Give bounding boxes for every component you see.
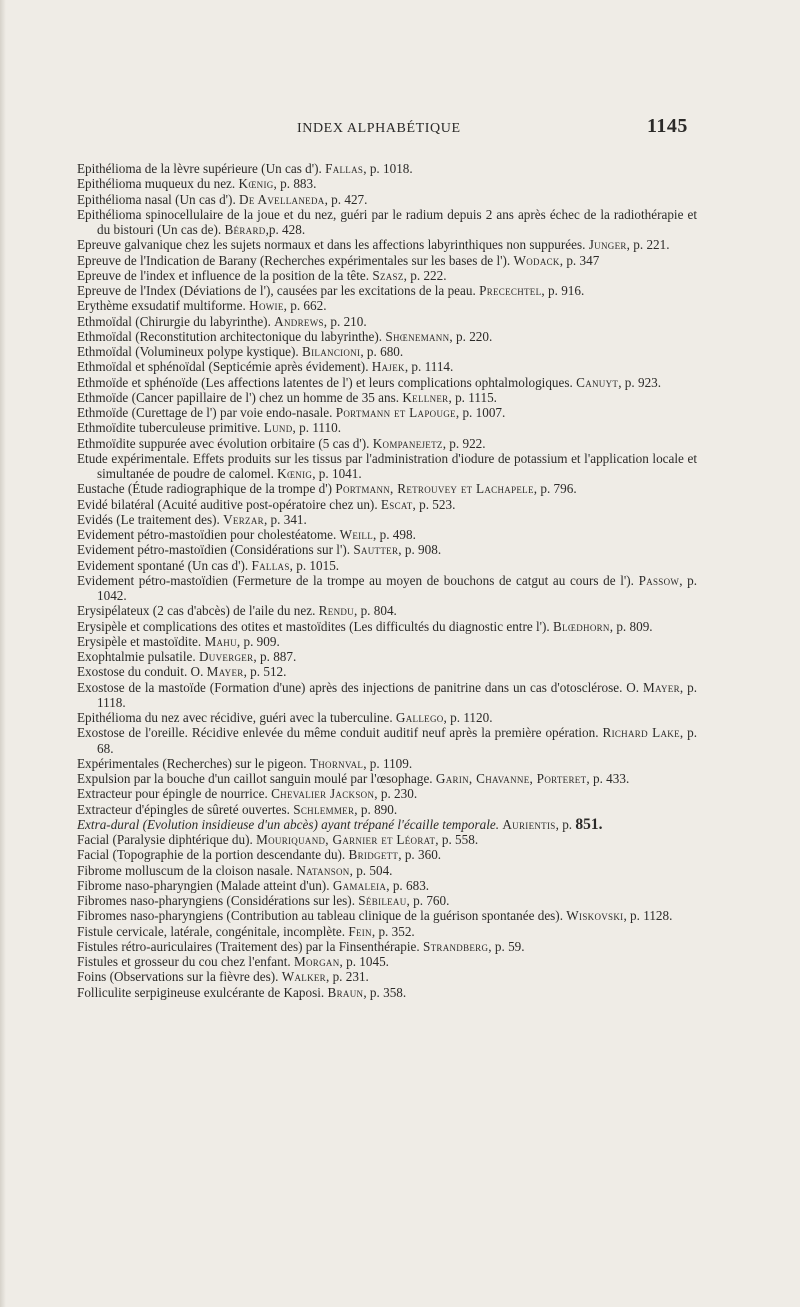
entry-subject: Epreuve galvanique chez les sujets normaux et dans les affections labyrinthiques non suppurées. <box>77 237 589 253</box>
entry-author: Bridgett <box>348 847 399 863</box>
entry-subject: Fistule cervicale, latérale, congénitale, incomplète. <box>77 923 349 939</box>
index-entry <box>77 832 697 847</box>
entry-page-ref: , p. 1110. <box>292 420 342 436</box>
entry-author: Wiskovski <box>566 908 624 924</box>
entry-author: Schlemmer <box>293 801 355 817</box>
entry-subject: Folliculite serpigineuse exulcérante de Kaposi. <box>77 984 328 1000</box>
entry-author: Fallas <box>325 161 364 176</box>
index-entry <box>77 893 697 908</box>
entry-page-ref: , p. 341. <box>263 511 307 527</box>
entry-page-ref: , p. 358. <box>363 984 407 1000</box>
index-entry <box>77 969 697 984</box>
entry-subject: Fibrome molluscum de la cloison nasale. <box>77 862 297 878</box>
entry-subject: Evidement spontané (Un cas d'). <box>77 557 252 573</box>
entry-author: Gamaleia <box>332 877 387 893</box>
index-entry <box>77 344 697 359</box>
entry-author: Mahu <box>204 633 237 649</box>
entry-author: Bérard <box>224 222 266 237</box>
entry-subject: Facial (Topographie de la portion descendante du). <box>77 847 349 863</box>
index-entry <box>77 420 697 435</box>
index-entry <box>77 908 697 923</box>
index-entry <box>77 161 697 176</box>
index-entry <box>77 176 697 191</box>
entry-page-ref: , p. 230. <box>374 786 418 802</box>
index-entry <box>77 192 697 207</box>
entry-author: Wodack <box>513 252 560 268</box>
index-entry <box>77 924 697 939</box>
entry-author: De Avellaneda <box>239 191 325 207</box>
entry-subject: Expulsion par la bouche d'un caillot sanguin moulé par l'œsophage. <box>77 771 436 786</box>
entry-page-ref: , p. 1007. <box>455 405 506 420</box>
entry-author: Aurientis <box>502 816 556 832</box>
entry-author: Walker <box>281 969 326 985</box>
index-entry <box>77 497 697 512</box>
entry-page-ref: , p. 1128. <box>623 908 673 924</box>
entry-subject: Eustache (Étude radiographique de la trompe d') <box>77 481 336 497</box>
entry-page-ref: , p. 908. <box>398 542 442 558</box>
entry-page-ref: , p. 512. <box>243 664 287 680</box>
entry-author: Escat <box>380 496 413 512</box>
entry-author: Sautter <box>353 542 399 558</box>
entry-subject: Epithélioma nasal (Un cas d'). <box>77 191 240 207</box>
entry-page-ref: , p. 210. <box>323 313 367 329</box>
entry-subject: Epithélioma du nez avec récidive, guéri avec la tuberculine. <box>77 710 396 725</box>
page-header <box>0 112 800 152</box>
entry-page-ref: , p. 909. <box>236 633 280 649</box>
entry-page-ref: , p. 1041. <box>312 466 362 481</box>
entry-subject: Epreuve de l'Indication de Barany (Recherches expérimentales sur les bases de l'). <box>77 252 514 268</box>
entry-page-ref: ,p. 428. <box>265 222 306 237</box>
entry-page-ref: , p. 804. <box>353 603 397 619</box>
entry-author: Canuyt <box>576 374 619 390</box>
entry-subject: Ethmoïde et sphénoïde (Les affections latentes de l') et leurs complications ophtalmologiques. <box>77 374 577 390</box>
entry-author: Gallego <box>395 710 444 725</box>
entry-subject: Fibromes naso-pharyngiens (Contribution au tableau clinique de la guérison spontanée des). <box>77 908 567 924</box>
index-entry <box>77 298 697 313</box>
index-entry <box>77 390 697 405</box>
entry-author: Lund <box>263 420 293 436</box>
entry-subject: Foins (Observations sur la fièvre des). <box>77 969 282 985</box>
index-entry <box>77 985 697 1000</box>
index-entry <box>77 283 697 298</box>
index-entry <box>77 253 697 268</box>
index-entry <box>77 481 697 496</box>
entry-author: Portmann et Lapouge <box>335 405 456 420</box>
entry-page-ref: , p. 680. <box>360 344 404 359</box>
entry-author: Rendu <box>318 603 354 619</box>
index-entry <box>77 573 697 604</box>
entry-page-ref: , p. 220. <box>449 328 493 344</box>
index-entry <box>77 207 697 238</box>
entry-page-ref: , p. 922. <box>442 435 486 451</box>
entry-subject: Evidé bilatéral (Acuité auditive post-opératoire chez un). <box>77 496 381 512</box>
index-entry <box>77 268 697 283</box>
entry-subject: Evidés (Le traitement des). <box>77 511 224 527</box>
entry-author: Kompanejetz <box>372 435 443 451</box>
index-entry <box>77 314 697 329</box>
index-entry <box>77 771 697 786</box>
index-entry <box>77 451 697 482</box>
entry-subject: Evidement pétro-mastoïdien pour cholestéatome. <box>77 527 340 542</box>
entry-page-ref: , p. 923. <box>618 374 662 390</box>
index-entry <box>77 710 697 725</box>
entry-author: Precechtel <box>479 283 542 298</box>
index-entries <box>77 161 697 1000</box>
entry-page-ref: , p. 427. <box>324 191 368 207</box>
entry-author: Portmann, Retrouvey et Lachapele <box>335 481 534 497</box>
index-entry <box>77 680 697 711</box>
entry-subject: Ethmoïdal et sphénoïdal (Septicémie après évidement). <box>77 359 372 375</box>
entry-subject: Evidement pétro-mastoïdien (Considérations sur l'). <box>77 542 354 558</box>
entry-page-ref: , p. 887. <box>253 649 297 664</box>
entry-page-ref: , p. 760. <box>406 893 450 908</box>
entry-page-ref: , p. 504. <box>349 862 393 878</box>
entry-subject: Ethmoïde (Curettage de l') par voie endo-nasale. <box>77 405 336 420</box>
entry-subject: Extracteur d'épingles de sûreté ouvertes. <box>77 801 294 817</box>
entry-author: Sébileau <box>358 893 407 908</box>
index-entry <box>77 405 697 420</box>
entry-subject: Extracteur pour épingle de nourrice. <box>77 786 272 802</box>
entry-page-number: 851. <box>575 815 603 833</box>
entry-subject: Etude expérimentale. Effets produits sur les tissus par l'administration d'iodure de potassium et l'application locale et simultanée de poudre de calomel. <box>77 450 697 481</box>
entry-page-ref: , p. <box>555 816 576 832</box>
page-edge <box>0 0 6 1307</box>
entry-author: Mayer <box>206 664 244 680</box>
entry-author: Junger <box>588 237 627 253</box>
entry-subject: Erysipèle et complications des otites et mastoïdites (Les difficultés du diagnostic entre l'). <box>77 618 554 634</box>
entry-author: Fallas <box>251 557 290 573</box>
entry-author: Natanson <box>296 862 350 878</box>
entry-subject: Fibrome naso-pharyngien (Malade atteint d'un). <box>77 877 333 893</box>
entry-subject: Extra-dural (Evolution insidieuse d'un abcès) ayant trépané l'écaille temporale. <box>77 816 503 832</box>
index-entry <box>77 878 697 893</box>
entry-subject: Epreuve de l'Index (Déviations de l'), causées par les excitations de la peau. <box>77 283 480 298</box>
entry-author: Andrews <box>274 313 324 329</box>
entry-subject: Facial (Paralysie diphtérique du). <box>77 832 257 847</box>
entry-subject: Ethmoïdal (Volumineux polype kystique). <box>77 344 303 359</box>
entry-subject: Fibromes naso-pharyngiens (Considérations sur les). <box>77 893 359 908</box>
index-entry <box>77 649 697 664</box>
index-entry <box>77 863 697 878</box>
entry-author: Fein <box>348 923 372 939</box>
entry-page-ref: , p. 1114. <box>404 359 454 375</box>
entry-page-ref: , p. 662. <box>283 298 327 314</box>
entry-subject: Erysipélateux (2 cas d'abcès) de l'aile du nez. <box>77 603 319 619</box>
entry-page-ref: , p. 523. <box>412 496 456 512</box>
index-entry <box>77 847 697 862</box>
entry-page-ref: , p. 231. <box>325 969 369 985</box>
entry-author: Garin, Chavanne, Porteret <box>435 771 587 786</box>
entry-page-ref: , p. 558. <box>435 832 479 847</box>
entry-page-ref: , p. 221. <box>626 237 670 253</box>
index-entry <box>77 939 697 954</box>
entry-subject: Fistules rétro-auriculaires (Traitement des) par la Finsenthérapie. <box>77 938 423 954</box>
entry-page-ref: , p. 1109. <box>363 755 413 771</box>
entry-author: Passow <box>638 572 680 588</box>
entry-subject: Erythème exsudatif multiforme. <box>77 298 250 314</box>
entry-page-ref: , p. 352. <box>371 923 415 939</box>
entry-page-ref: , p. 890. <box>354 801 398 817</box>
entry-page-ref: , p. 1120. <box>443 710 493 725</box>
entry-page-ref: , p. 222. <box>403 267 447 283</box>
entry-page-ref: , p. 1118. <box>97 679 697 710</box>
entry-page-ref: , p. 498. <box>373 527 416 542</box>
entry-page-ref: , p. 916. <box>541 283 585 298</box>
entry-author: Shœnemann <box>385 328 450 344</box>
entry-page-ref: , p. 796. <box>533 481 577 497</box>
entry-page-ref: , p. 1045. <box>339 954 389 969</box>
entry-page-ref: , p. 883. <box>273 176 317 192</box>
entry-author: Chevalier Jackson <box>271 786 375 802</box>
index-entry <box>77 527 697 542</box>
entry-author: Braun <box>327 984 364 1000</box>
index-entry <box>77 756 697 771</box>
entry-page-ref: , p. 809. <box>609 618 653 634</box>
entry-author: Strandberg <box>422 938 489 954</box>
index-entry <box>77 664 697 679</box>
entry-author: Weill <box>339 527 374 542</box>
entry-page-ref: , p. 68. <box>97 725 698 756</box>
index-entry <box>77 786 697 801</box>
entry-subject: Ethmoïdite suppurée avec évolution orbitaire (5 cas d'). <box>77 435 373 451</box>
entry-author: Kœnig <box>277 466 313 481</box>
entry-page-ref: , p. 360. <box>398 847 442 863</box>
entry-author: Mouriquand, Garnier et Léorat <box>256 832 436 847</box>
entry-author: Richard Lake <box>602 725 680 741</box>
entry-author: Szasz <box>372 267 404 283</box>
entry-subject: Erysipèle et mastoïdite. <box>77 633 205 649</box>
entry-page-ref: , p. 1015. <box>289 557 340 573</box>
entry-subject: Exophtalmie pulsatile. <box>77 649 199 664</box>
index-entry <box>77 634 697 649</box>
entry-page-ref: , p. 433. <box>586 771 630 786</box>
entry-author: Howie <box>249 298 284 314</box>
entry-author: Duverger <box>198 649 254 664</box>
index-entry <box>77 603 697 618</box>
entry-subject: Evidement pétro-mastoïdien (Fermeture de la trompe au moyen de bouchons de catgut au cours de l'). <box>77 572 639 588</box>
entry-subject: Epithélioma muqueux du nez. <box>77 176 239 192</box>
entry-subject: Ethmoïde (Cancer papillaire de l') chez un homme de 35 ans. <box>77 389 403 405</box>
index-entry <box>77 802 697 817</box>
entry-author: Kellner <box>402 389 449 405</box>
entry-subject: Epreuve de l'index et influence de la position de la tête. <box>77 267 373 283</box>
entry-author: Hajek <box>371 359 405 375</box>
index-entry <box>77 817 697 832</box>
index-entry <box>77 542 697 557</box>
entry-author: Blœdhorn <box>553 618 610 634</box>
entry-subject: Ethmoïdal (Reconstitution architectonique du labyrinthe). <box>77 328 386 344</box>
entry-author: Kœnig <box>238 176 274 192</box>
index-entry <box>77 619 697 634</box>
index-entry <box>77 359 697 374</box>
entry-subject: Epithélioma de la lèvre supérieure (Un cas d'). <box>77 161 326 176</box>
entry-author: Thornval <box>309 755 364 771</box>
entry-page-ref: , p. 683. <box>386 877 430 893</box>
entry-subject: Expérimentales (Recherches) sur le pigeon. <box>77 755 310 771</box>
entry-subject: Epithélioma spinocellulaire de la joue et du nez, guéri par le radium depuis 2 ans après échec de la radiothérapie et du bistouri (Un cas de). <box>77 206 697 237</box>
entry-subject: Exostose du conduit. O. <box>77 664 207 680</box>
entry-page-ref: , p. 59. <box>488 938 525 954</box>
running-title: INDEX ALPHABÉTIQUE <box>297 121 461 136</box>
entry-page-ref: , p. 1042. <box>97 572 698 603</box>
entry-page-ref: , p. 1018. <box>363 161 413 176</box>
entry-page-ref: , p. 1115. <box>448 389 497 405</box>
index-entry <box>77 725 697 756</box>
entry-author: Mayer <box>643 679 680 695</box>
entry-subject: Ethmoïdal (Chirurgie du labyrinthe). <box>77 313 275 329</box>
index-entry <box>77 237 697 252</box>
index-entry <box>77 436 697 451</box>
index-entry <box>77 329 697 344</box>
entry-author: Morgan <box>293 954 340 969</box>
entry-subject: Ethmoïdite tuberculeuse primitive. <box>77 420 264 436</box>
index-entry <box>77 954 697 969</box>
page-number: 1145 <box>647 115 688 137</box>
entry-subject: Exostose de la mastoïde (Formation d'une) après des injections de panitrine dans un cas d'otosclérose. O. <box>77 679 643 695</box>
entry-subject: Exostose de l'oreille. Récidive enlevée du même conduit auditif neuf après la première opération. <box>77 725 603 741</box>
entry-author: Verzar <box>223 511 264 527</box>
entry-author: Bilancioni <box>302 344 361 359</box>
index-entry <box>77 375 697 390</box>
index-entry <box>77 558 697 573</box>
index-entry <box>77 512 697 527</box>
entry-subject: Fistules et grosseur du cou chez l'enfant. <box>77 954 294 969</box>
entry-page-ref: , p. 347 <box>559 252 600 268</box>
